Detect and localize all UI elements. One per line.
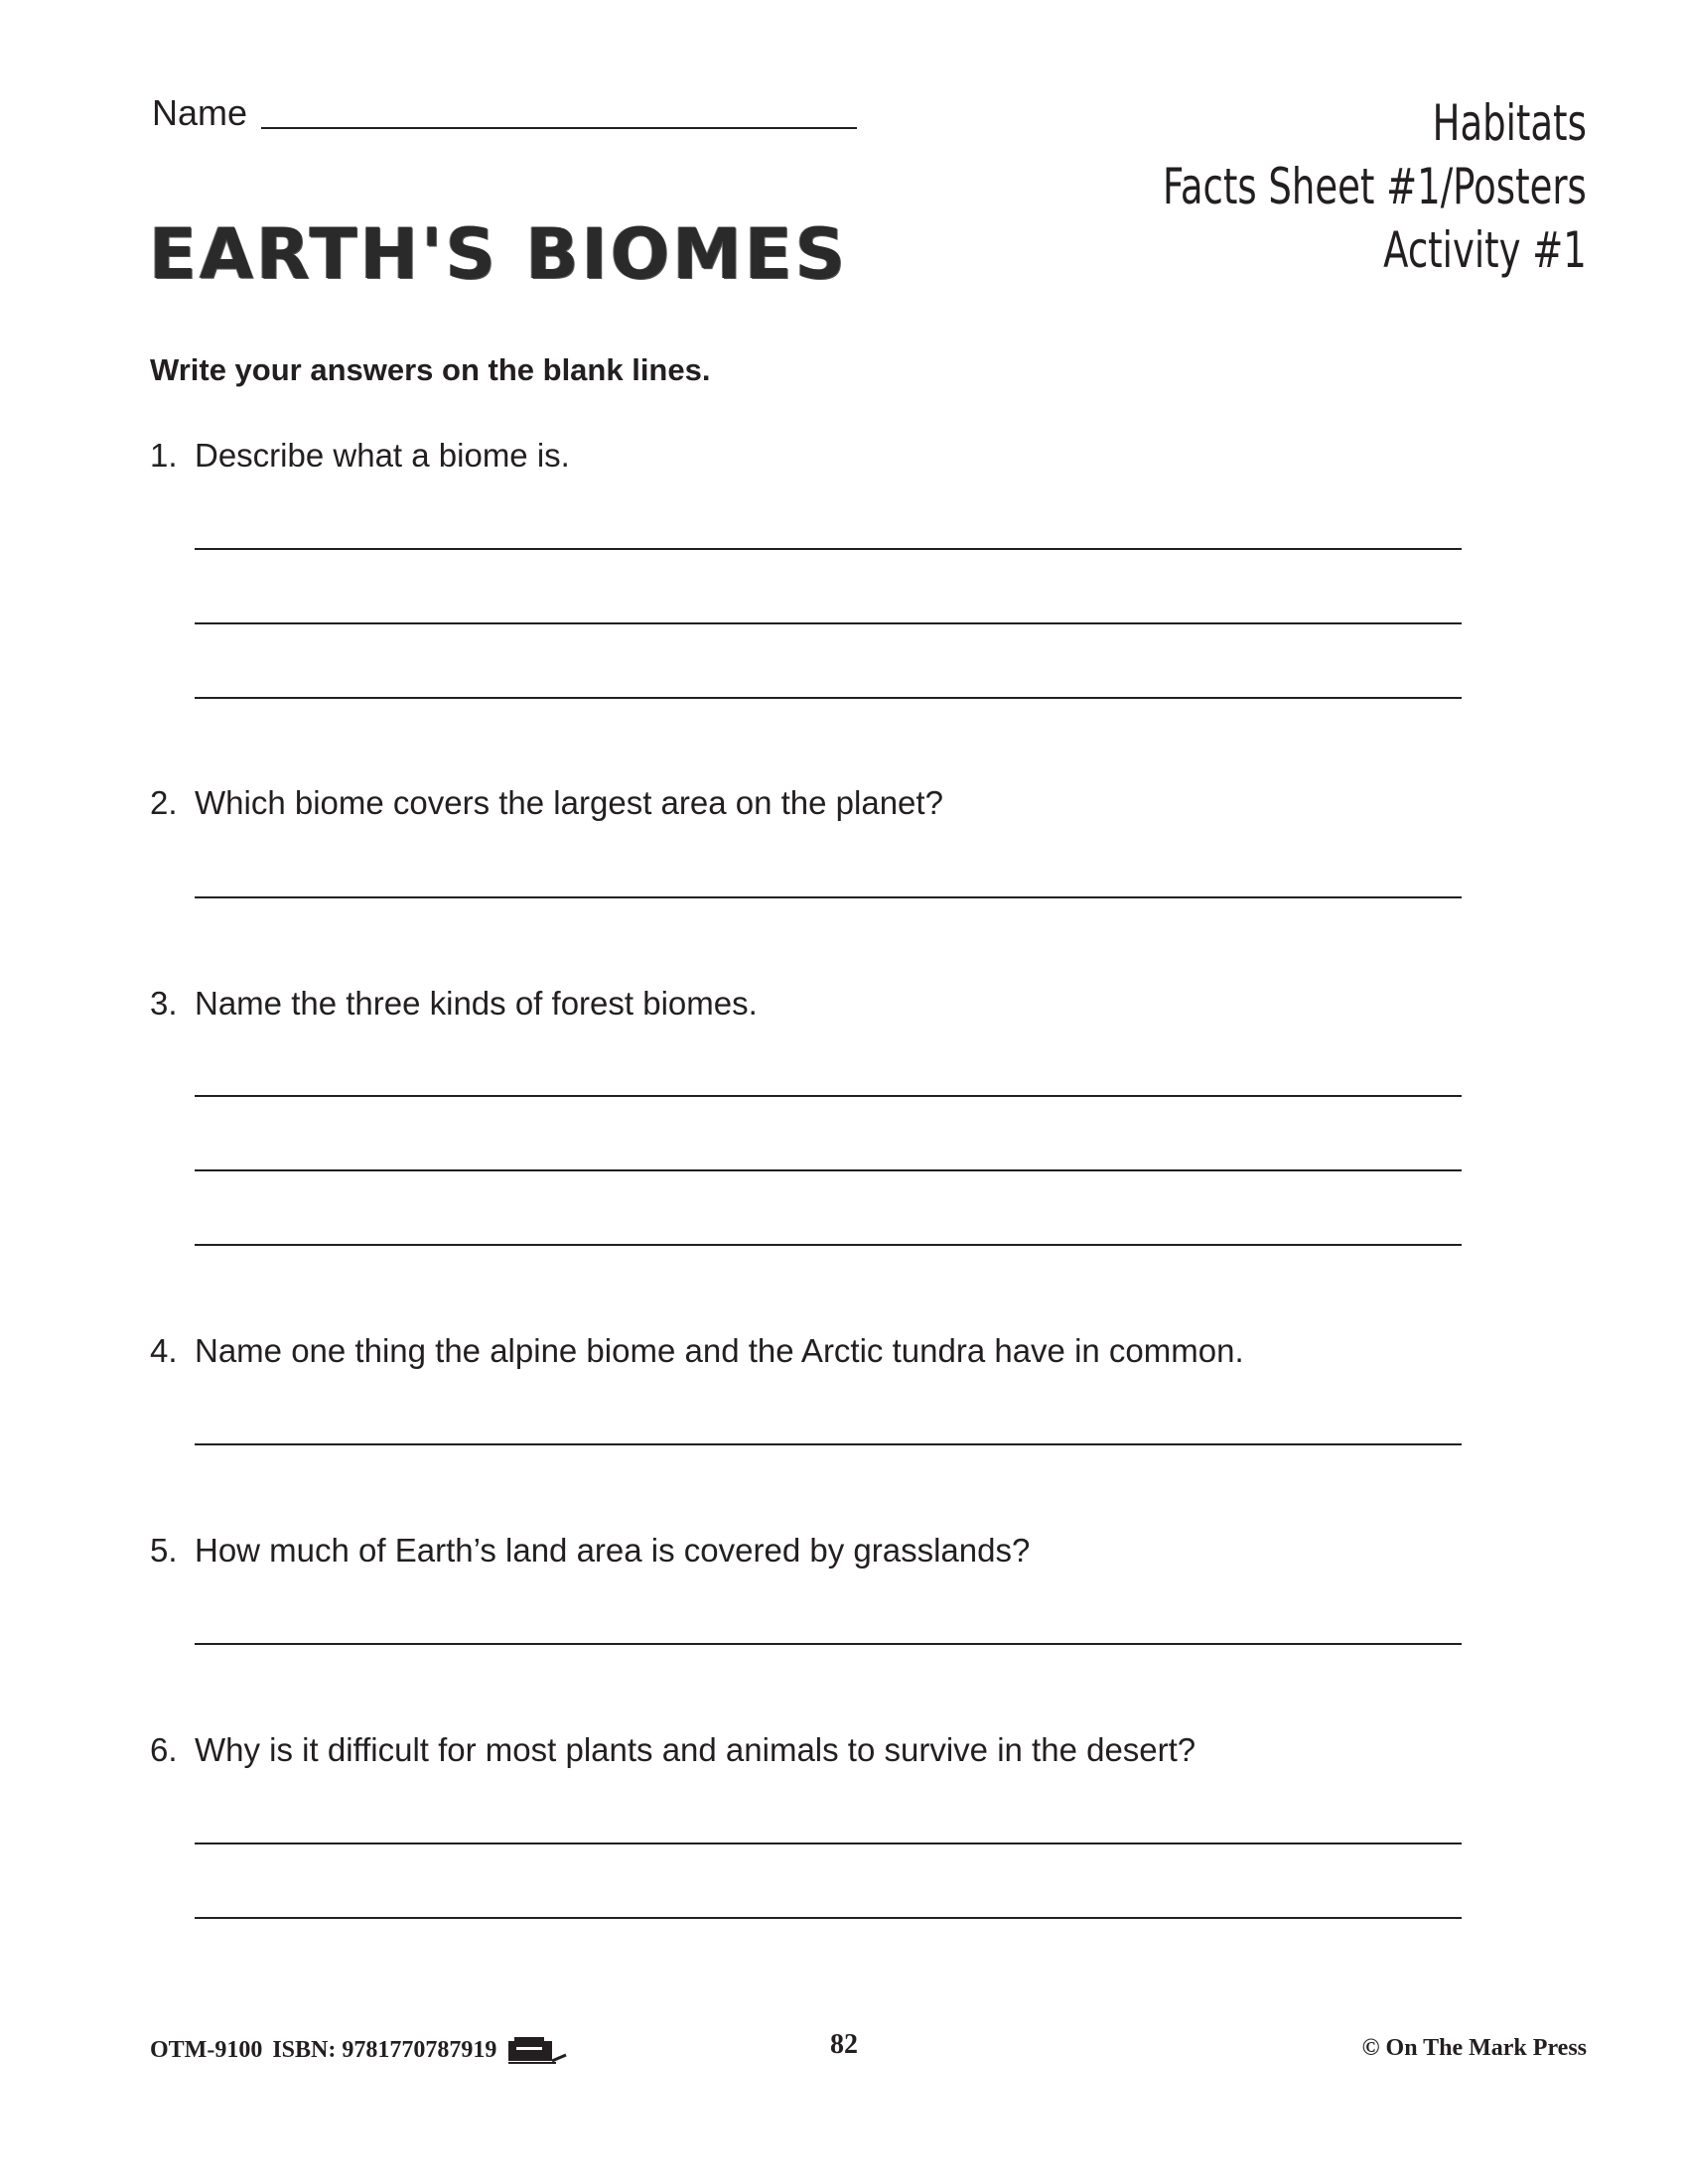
answer-line[interactable] bbox=[195, 548, 1462, 550]
question-5 bbox=[150, 1532, 1030, 1570]
question-text: Which biome covers the largest area on the planet? bbox=[195, 784, 943, 821]
header-facts-sheet: Facts Sheet #1/Posters bbox=[1163, 158, 1587, 215]
question-2 bbox=[150, 784, 943, 822]
header-topic bbox=[1163, 91, 1587, 282]
instructions: Write your answers on the blank lines. bbox=[150, 352, 711, 387]
header-subject: Habitats bbox=[1432, 94, 1587, 152]
question-number: 3. bbox=[150, 985, 178, 1022]
answer-line[interactable] bbox=[195, 1917, 1462, 1919]
answer-line[interactable] bbox=[195, 1843, 1462, 1844]
question-number: 6. bbox=[150, 1731, 178, 1768]
name-field bbox=[152, 91, 857, 135]
answer-line[interactable] bbox=[195, 1169, 1462, 1171]
question-4 bbox=[150, 1332, 1244, 1370]
question-number: 2. bbox=[150, 784, 178, 821]
question-6 bbox=[150, 1731, 1196, 1769]
name-blank-line[interactable] bbox=[261, 127, 857, 129]
copyright: © On The Mark Press bbox=[1361, 2035, 1587, 2061]
answer-line[interactable] bbox=[195, 1095, 1462, 1097]
page-number: 82 bbox=[830, 2029, 858, 2060]
question-text: Name one thing the alpine biome and the Arctic tundra have in common. bbox=[195, 1332, 1244, 1369]
header-activity: Activity #1 bbox=[1383, 221, 1587, 279]
name-label: Name bbox=[152, 92, 248, 133]
answer-line[interactable] bbox=[195, 697, 1462, 699]
question-number: 1. bbox=[150, 437, 178, 474]
question-text: Describe what a biome is. bbox=[195, 437, 570, 474]
question-3 bbox=[150, 985, 758, 1023]
worksheet-title: EARTH'S BIOMES bbox=[149, 213, 849, 295]
question-1 bbox=[150, 437, 570, 475]
question-text: How much of Earth’s land area is covered by grasslands? bbox=[195, 1532, 1031, 1569]
footer-isbn: ISBN: 9781770787919 bbox=[272, 2036, 497, 2063]
answer-line[interactable] bbox=[195, 622, 1462, 624]
question-text: Name the three kinds of forest biomes. bbox=[195, 985, 758, 1022]
question-number: 4. bbox=[150, 1332, 178, 1369]
question-number: 5. bbox=[150, 1532, 178, 1569]
footer-code: OTM-9100 bbox=[150, 2036, 263, 2063]
question-text: Why is it difficult for most plants and animals to survive in the desert? bbox=[195, 1731, 1196, 1768]
answer-line[interactable] bbox=[195, 1443, 1462, 1445]
answer-line[interactable] bbox=[195, 1643, 1462, 1645]
answer-line[interactable] bbox=[195, 896, 1462, 898]
answer-line[interactable] bbox=[195, 1244, 1462, 1246]
